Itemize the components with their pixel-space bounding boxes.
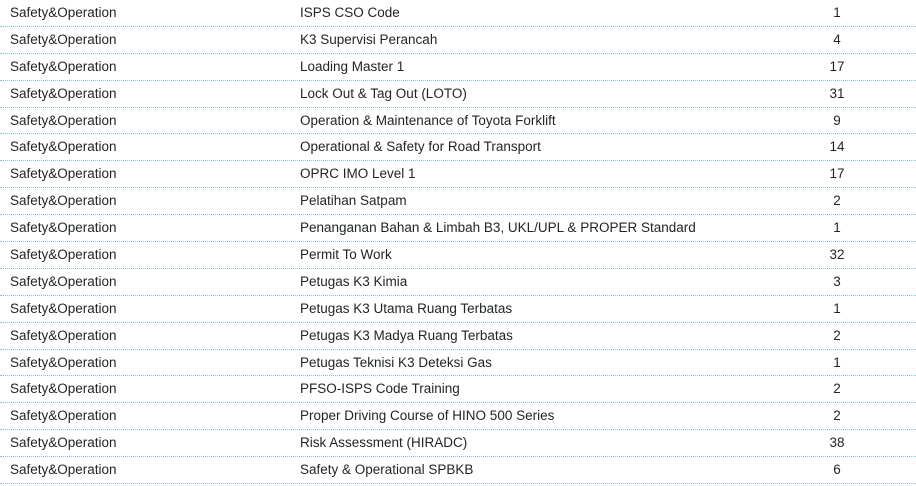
table-row (0, 188, 916, 215)
participant-count-cell: 1 (833, 354, 841, 370)
table-row (0, 350, 916, 377)
training-name-cell: Penanganan Bahan & Limbah B3, UKL/UPL & PROPER Standard (300, 220, 696, 236)
category-cell: Safety&Operation (10, 462, 117, 478)
table-row (0, 296, 916, 323)
training-name-cell: Permit To Work (300, 247, 392, 263)
training-name-cell: Lock Out & Tag Out (LOTO) (300, 85, 467, 101)
category-cell: Safety&Operation (10, 247, 117, 263)
training-name-cell: Operation & Maintenance of Toyota Forklift (300, 112, 556, 128)
participant-count-cell: 1 (833, 300, 841, 316)
table-row (0, 430, 916, 457)
table-row (0, 376, 916, 403)
category-cell: Safety&Operation (10, 327, 117, 343)
table-row (0, 161, 916, 188)
category-cell: Safety&Operation (10, 408, 117, 424)
participant-count-cell: 2 (833, 381, 841, 397)
table-row (0, 134, 916, 161)
category-cell: Safety&Operation (10, 193, 117, 209)
training-name-cell: ISPS CSO Code (300, 5, 400, 20)
training-name-cell: Operational & Safety for Road Transport (300, 139, 541, 155)
category-cell: Safety&Operation (10, 139, 117, 155)
training-name-cell: Petugas K3 Madya Ruang Terbatas (300, 327, 513, 343)
category-cell: Safety&Operation (10, 31, 117, 47)
category-cell: Safety&Operation (10, 220, 117, 236)
table-row (0, 457, 916, 484)
training-name-cell: Loading Master 1 (300, 58, 405, 74)
participant-count-cell: 2 (833, 408, 841, 424)
participant-count-cell: 4 (833, 31, 841, 47)
participant-count-cell: 31 (829, 85, 845, 101)
training-name-cell: PFSO-ISPS Code Training (300, 381, 460, 397)
training-name-cell: OPRC IMO Level 1 (300, 166, 416, 182)
category-cell: Safety&Operation (10, 381, 117, 397)
table-row (0, 81, 916, 108)
training-name-cell: Pelatihan Satpam (300, 193, 407, 209)
table-row (0, 0, 916, 27)
table-row (0, 242, 916, 269)
category-cell: Safety&Operation (10, 58, 117, 74)
training-name-cell: Petugas Teknisi K3 Deteksi Gas (300, 354, 492, 370)
participant-count-cell: 17 (829, 58, 845, 74)
table-row (0, 108, 916, 135)
table-row (0, 269, 916, 296)
training-name-cell: Petugas K3 Kimia (300, 273, 408, 289)
category-cell: Safety&Operation (10, 273, 117, 289)
training-name-cell: Risk Assessment (HIRADC) (300, 435, 468, 451)
participant-count-cell: 9 (833, 112, 841, 128)
participant-count-cell: 1 (833, 220, 841, 236)
participant-count-cell: 2 (833, 193, 841, 209)
training-name-cell: Petugas K3 Utama Ruang Terbatas (300, 300, 513, 316)
category-cell: Safety&Operation (10, 112, 117, 128)
training-name-cell: K3 Supervisi Perancah (300, 31, 438, 47)
category-cell: Safety&Operation (10, 435, 117, 451)
participant-count-cell: 3 (833, 273, 841, 289)
training-name-cell: Proper Driving Course of HINO 500 Series (300, 408, 555, 424)
participant-count-cell: 1 (833, 5, 841, 20)
category-cell: Safety&Operation (10, 300, 117, 316)
table-row (0, 323, 916, 350)
participant-count-cell: 2 (833, 327, 841, 343)
table-row (0, 27, 916, 54)
table-row (0, 54, 916, 81)
participant-count-cell: 6 (833, 462, 841, 478)
category-cell: Safety&Operation (10, 5, 117, 20)
participant-count-cell: 32 (829, 247, 845, 263)
table-row (0, 403, 916, 430)
category-cell: Safety&Operation (10, 166, 117, 182)
participant-count-cell: 17 (829, 166, 845, 182)
participant-count-cell: 14 (829, 139, 845, 155)
training-name-cell: Safety & Operational SPBKB (300, 462, 474, 478)
category-cell: Safety&Operation (10, 354, 117, 370)
table-row (0, 215, 916, 242)
category-cell: Safety&Operation (10, 85, 117, 101)
participant-count-cell: 38 (829, 435, 845, 451)
